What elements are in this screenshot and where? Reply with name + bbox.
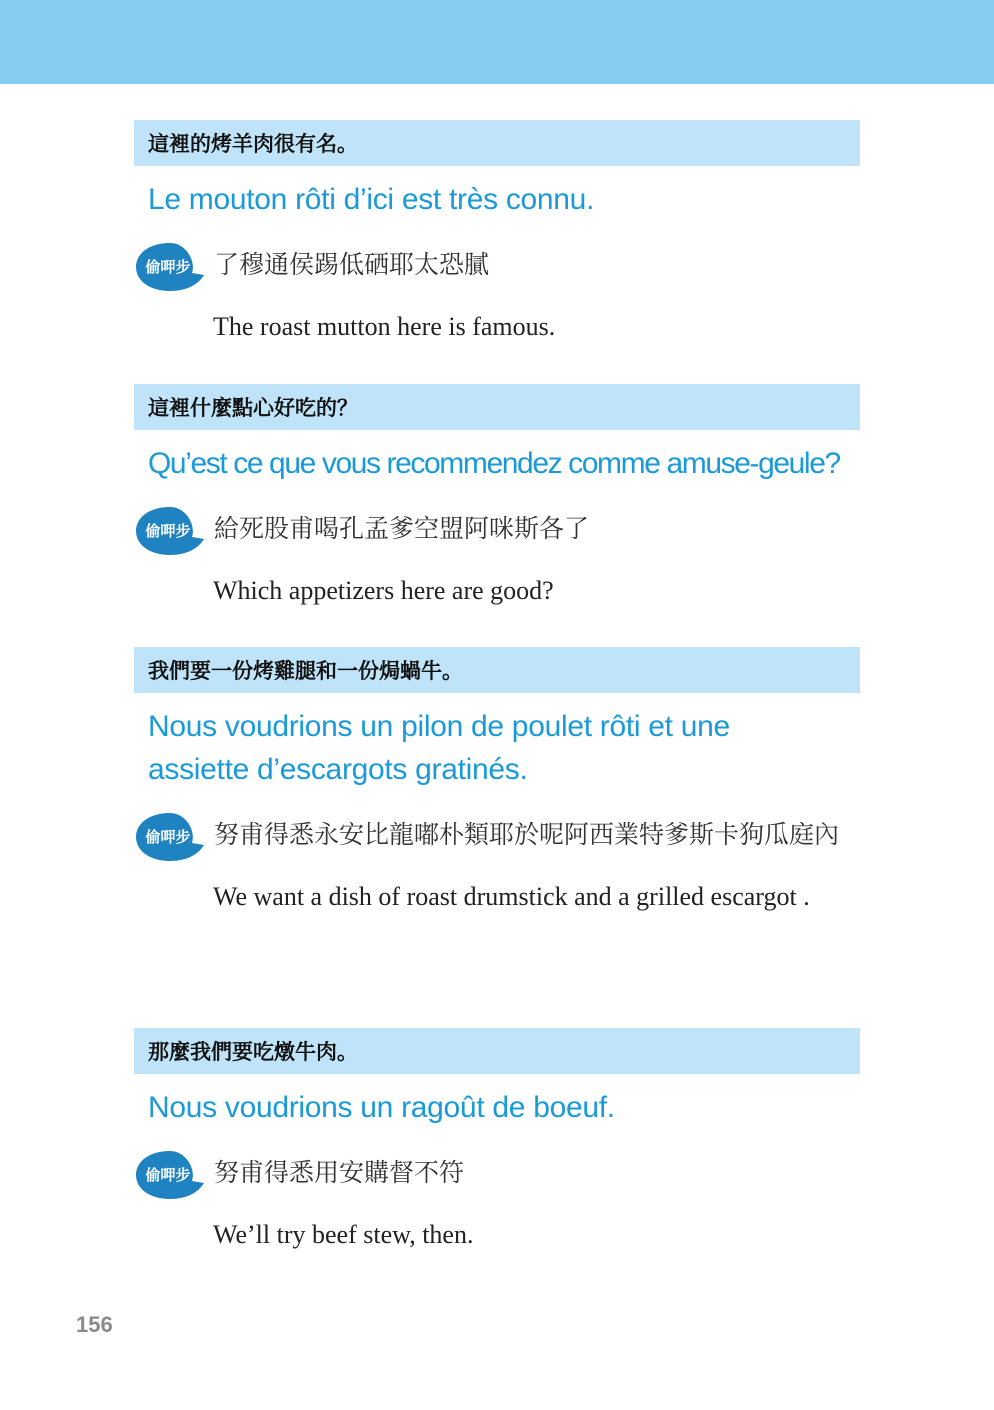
pronunciation-row [134,505,860,553]
phrase-entry-4 [134,1028,860,1253]
page-number: 156 [76,1312,113,1337]
pronunciation-text: 努甫得悉永安比龍嘟朴類耶於呢阿西業特爹斯卡狗瓜庭內 [214,820,840,849]
phrase-entry-3 [134,647,860,915]
pronunciation-row [134,241,860,289]
pronunciation-row [134,1149,860,1197]
phrase-entry-2 [134,384,860,609]
english-translation: We’ll try beef stew, then. [213,1220,474,1249]
french-phrase: Nous voudrions un ragoût de boeuf. [148,1091,615,1124]
french-phrase: Le mouton rôti d’ici est très connu. [148,183,595,216]
speech-bubble-badge-icon [134,505,206,557]
chinese-phrase: 這裡什麼點心好吃的？ [134,384,860,430]
english-translation: Which appetizers here are good? [213,576,554,605]
badge-label: 偷呷步 [145,522,191,540]
speech-bubble-badge-icon [134,241,206,293]
speech-bubble-badge-icon [134,811,206,863]
badge-label: 偷呷步 [145,828,191,846]
badge-label: 偷呷步 [145,1166,191,1184]
pronunciation-text: 努甫得悉用安購督不符 [214,1158,465,1187]
chinese-phrase: 那麼我們要吃燉牛肉。 [134,1028,860,1074]
phrase-entry-1 [134,120,860,345]
chinese-phrase: 這裡的烤羊肉很有名。 [134,120,860,166]
pronunciation-text: 給死股甫喝孔孟爹空盟阿咪斯各了 [214,514,590,543]
speech-bubble-badge-icon [134,1149,206,1201]
header-band [0,0,994,84]
badge-label: 偷呷步 [145,258,191,276]
french-phrase: Qu’est ce que vous recommendez comme amuse-geule? [148,447,840,480]
pronunciation-text: 了穆通侯踢低硒耶太恐膩 [214,250,490,279]
french-phrase: Nous voudrions un pilon de poulet rôti et une assiette d’escargots gratinés. [148,710,730,786]
chinese-phrase: 我們要一份烤雞腿和一份焗蝸牛。 [134,647,860,693]
pronunciation-row [134,811,860,859]
english-translation: The roast mutton here is famous. [213,312,556,341]
english-translation: We want a dish of roast drumstick and a grilled escargot . [213,882,810,911]
